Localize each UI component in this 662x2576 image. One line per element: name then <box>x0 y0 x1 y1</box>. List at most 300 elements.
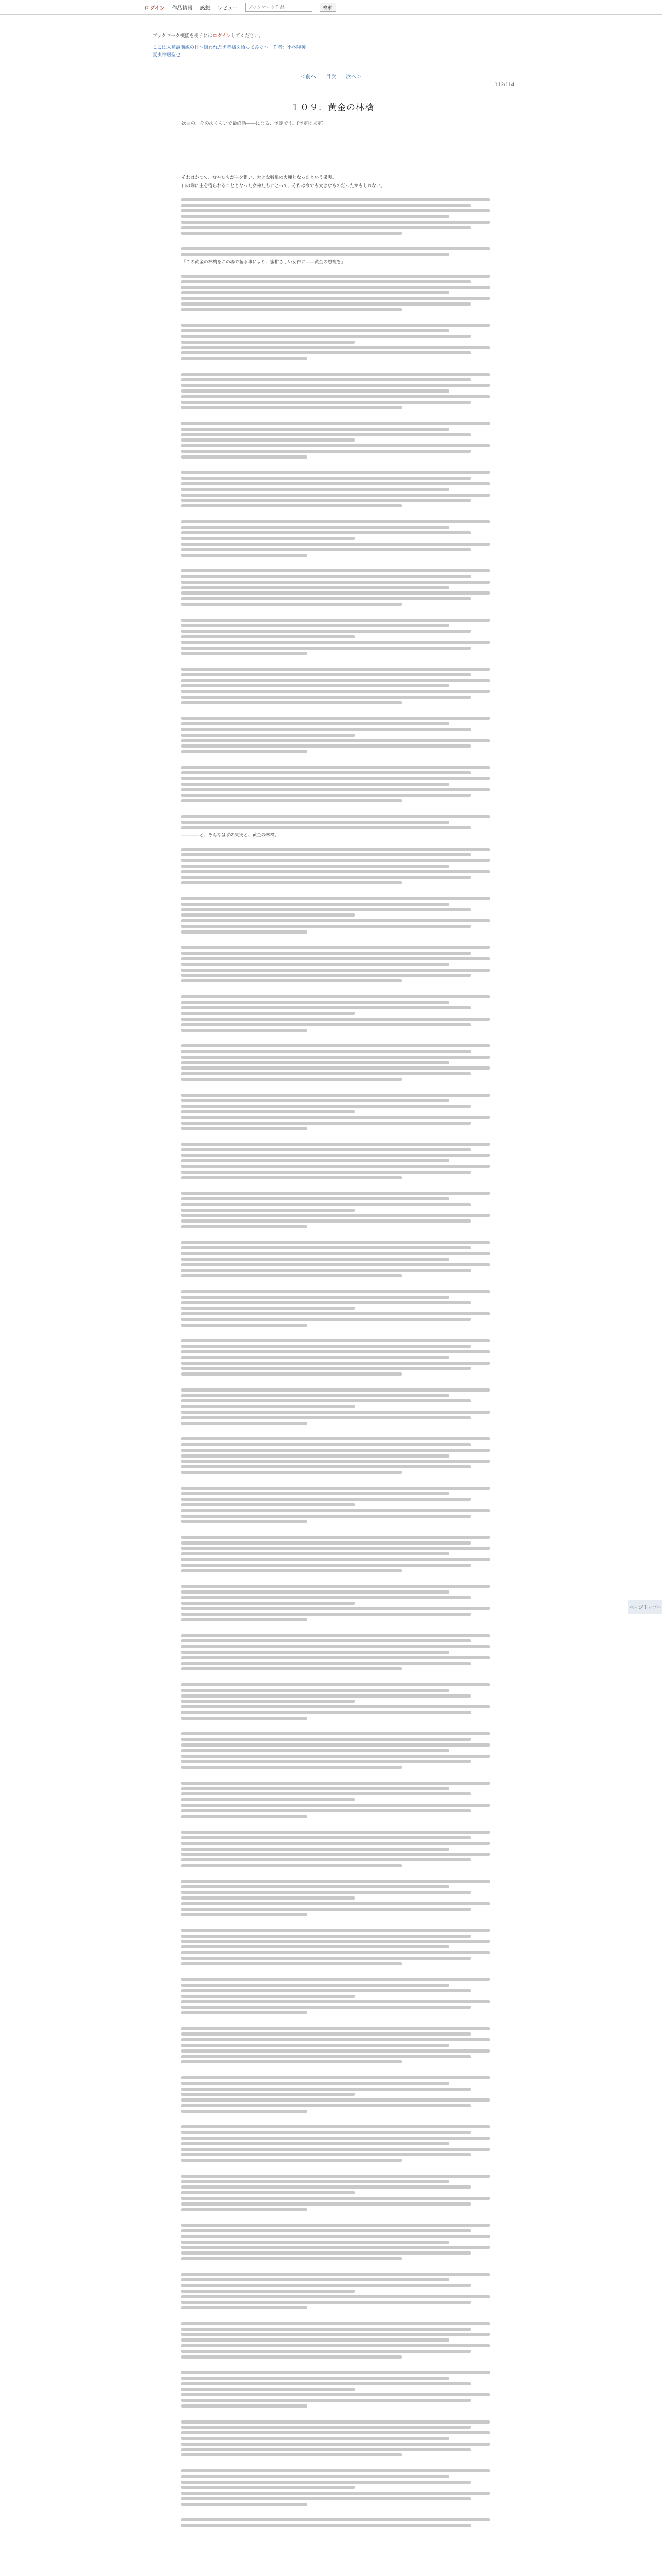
body-text-line <box>181 865 449 868</box>
body-text-line <box>181 1639 471 1642</box>
body-text-line <box>181 853 471 856</box>
page-top-button[interactable]: ページトップへ <box>628 1600 662 1614</box>
body-text-line <box>181 471 490 474</box>
body-text-line <box>181 329 449 332</box>
body-text-line <box>181 2032 471 2036</box>
body-text-line <box>181 1590 449 1594</box>
body-text-line <box>181 641 490 644</box>
body-text-line <box>181 1503 355 1506</box>
body-text-line <box>181 2290 355 2293</box>
body-text-line <box>181 2098 490 2102</box>
body-text-line <box>181 591 490 595</box>
body-text-line <box>181 1324 307 1327</box>
body-text-line <box>181 1362 490 1365</box>
body-text-line <box>181 1078 402 1081</box>
chapter-subtitle: 次回の、その次くらいで最終話――になる、予定です。(予定は未定) <box>181 121 324 126</box>
body-text-line <box>181 1962 402 1965</box>
body-text-line <box>181 499 471 502</box>
body-text-line <box>181 548 471 551</box>
body-text-line <box>181 2399 471 2402</box>
body-text-line <box>181 624 449 627</box>
body-text-line <box>181 1792 471 1795</box>
body-text-line <box>181 433 471 436</box>
bookmark-notice <box>153 32 263 39</box>
body-text-line <box>181 1618 307 1621</box>
body-text-line <box>181 2148 490 2151</box>
body-text-line <box>181 2159 402 2162</box>
body-text-line <box>181 766 490 769</box>
body-text-line <box>181 722 449 725</box>
body-text-line <box>181 1864 402 1867</box>
series-link[interactable]: ここは人類最前線の村～嫌われた勇者様を拾ってみた～ 作者：小林隆英 <box>153 45 306 50</box>
pager-top <box>0 72 662 80</box>
body-text-line <box>181 1246 471 1249</box>
body-text-line <box>181 1061 449 1064</box>
body-text-line <box>181 2355 402 2359</box>
body-text-line <box>181 2125 490 2128</box>
body-text-line <box>181 2006 471 2009</box>
body-text-line <box>181 1558 490 1561</box>
body-text-line <box>181 308 402 311</box>
body-text-line <box>181 1219 471 1223</box>
body-text-line <box>181 373 490 376</box>
body-text-line <box>181 777 490 780</box>
body-text-line <box>181 1274 402 1277</box>
body-text-line <box>181 422 490 425</box>
body-text-line <box>181 1787 449 1790</box>
body-text-line <box>181 815 490 818</box>
body-text-line <box>181 1798 355 1801</box>
body-text-line <box>181 1755 490 1758</box>
body-text-line <box>181 2000 490 2003</box>
body-text-line <box>181 247 490 250</box>
body-text-line <box>181 788 490 791</box>
body-text-line <box>181 1165 490 1168</box>
body-text-line <box>181 1099 449 1102</box>
body-text-line <box>181 2453 402 2456</box>
body-text-line <box>181 597 471 600</box>
body-text-line <box>181 2104 471 2107</box>
body-text-line <box>181 2338 449 2342</box>
body-text-line <box>181 701 402 704</box>
body-text-line <box>181 1094 490 1097</box>
body-text-line <box>181 2518 490 2521</box>
body-text-line <box>181 232 402 235</box>
body-text-line <box>181 2142 449 2145</box>
body-text-line <box>181 297 490 300</box>
body-text-line <box>181 531 471 534</box>
body-text-line <box>181 1066 490 1070</box>
body-text-line <box>181 2055 471 2058</box>
body-text-line <box>181 2197 490 2200</box>
body-text-line <box>181 979 402 982</box>
body-text-line <box>181 335 471 338</box>
body-text-line <box>181 2185 471 2189</box>
body-text-line <box>181 1394 449 1397</box>
body-text-line <box>181 1694 471 1698</box>
body-text-line <box>181 1935 471 1938</box>
body-text-line <box>181 1350 490 1353</box>
body-text-line <box>181 1296 449 1299</box>
body-text-line <box>181 957 490 960</box>
body-text-line <box>181 444 490 447</box>
body-text-line <box>181 1541 471 1545</box>
body-text-line <box>181 870 490 873</box>
body-text-line <box>181 1454 449 1458</box>
body-text-line <box>181 1018 490 1021</box>
body-text-line <box>181 1203 471 1206</box>
body-text-line <box>181 1853 490 1856</box>
search-button[interactable]: 検索 <box>320 3 336 12</box>
body-text-line <box>181 1711 471 1714</box>
body-text-line <box>181 619 490 622</box>
body-text-line <box>181 586 449 589</box>
body-text-line <box>181 794 471 797</box>
body-text-line <box>181 2241 449 2244</box>
body-text-line <box>181 734 355 737</box>
body-text-line <box>181 2322 490 2325</box>
body-text-line <box>181 1154 490 1157</box>
body-text-line <box>181 799 402 802</box>
body-text-line <box>181 2011 307 2014</box>
body-text-line <box>181 389 449 393</box>
body-text-line <box>181 974 471 977</box>
body-text-line <box>181 253 449 256</box>
body-text-line <box>181 1848 449 1851</box>
body-text-line <box>181 1951 490 1954</box>
body-text-line <box>181 635 355 638</box>
body-text-line <box>181 1984 449 1987</box>
body-text-line <box>181 1804 490 1807</box>
body-text-line <box>181 876 471 879</box>
body-text-line <box>181 2306 307 2309</box>
next-link[interactable]: 次へ＞ <box>346 74 362 80</box>
body-text-line <box>181 1399 471 1402</box>
body-text-line <box>181 1307 355 1310</box>
body-text-line <box>181 2235 490 2238</box>
body-text-line <box>181 1995 355 1998</box>
notice-suffix: してください。 <box>230 33 263 39</box>
body-text-line <box>181 1006 471 1009</box>
body-text-line <box>181 1225 307 1228</box>
body-text-line <box>181 728 471 731</box>
body-text-line <box>181 1171 471 1174</box>
body-text-line <box>181 1940 490 1943</box>
nav-link-review[interactable]: レビュー <box>217 5 238 11</box>
body-text-line <box>181 1072 471 1075</box>
body-text-line <box>181 286 490 289</box>
body-text-line <box>181 1209 355 1212</box>
body-text-line <box>181 1683 490 1686</box>
chapter-title: １０９．黄金の林檎 <box>291 103 374 113</box>
body-text-line <box>181 2278 449 2281</box>
body-text-line <box>181 925 471 928</box>
body-text-line <box>181 1197 449 1200</box>
body-text-line <box>181 2443 490 2446</box>
body-text-line <box>181 401 471 404</box>
body-text-line <box>181 1192 490 1195</box>
body-text-line <box>181 1498 471 1501</box>
body-text-line <box>181 1339 490 1342</box>
body-text-line <box>181 1607 490 1610</box>
body-text-line <box>181 520 490 523</box>
chapter-body <box>181 174 496 2530</box>
body-text-line <box>181 952 471 955</box>
body-text-line <box>181 1116 490 1119</box>
body-text-line <box>181 2224 490 2227</box>
body-text-line <box>181 351 471 354</box>
body-text-line <box>181 1110 355 1113</box>
body-text-line <box>181 1743 490 1747</box>
body-text-line <box>181 2475 449 2478</box>
body-text-line <box>181 1689 449 1692</box>
body-text-line <box>181 1547 490 1550</box>
body-text-line <box>181 744 471 748</box>
body-paragraph: ――――と、そんなはずの果実と、黄金の林檎。 <box>181 833 279 838</box>
body-text-line <box>181 2191 355 2194</box>
body-text-line <box>181 1367 471 1370</box>
body-text-line <box>181 1411 490 1414</box>
body-text-line <box>181 963 449 966</box>
body-text-line <box>181 1896 355 1900</box>
body-text-line <box>181 1388 490 1392</box>
body-text-line <box>181 477 471 480</box>
body-text-line <box>181 603 402 606</box>
body-text-line <box>181 2251 471 2255</box>
body-text-line <box>181 1552 449 1555</box>
body-text-line <box>181 1148 471 1151</box>
body-text-line <box>181 897 490 900</box>
body-text-line <box>181 903 449 906</box>
body-text-line <box>181 1258 449 1261</box>
body-text-line <box>181 1520 307 1523</box>
body-text-line <box>181 1487 490 1490</box>
body-text-line <box>181 1159 449 1162</box>
body-text-line <box>181 2049 490 2053</box>
body-text-line <box>181 2469 490 2472</box>
body-text-line <box>181 198 490 201</box>
body-text-line <box>181 913 355 917</box>
body-text-line <box>181 2076 490 2079</box>
body-text-line <box>181 1023 471 1026</box>
body-text-line <box>181 1001 449 1004</box>
body-text-line <box>181 1405 355 1408</box>
top-bar-inner <box>144 3 336 12</box>
body-text-line <box>181 1263 490 1266</box>
body-text-line <box>181 2350 471 2353</box>
body-text-block <box>181 275 496 829</box>
body-text-line <box>181 569 490 572</box>
body-text-line <box>181 2344 490 2347</box>
body-text-line <box>181 1760 471 1763</box>
body-text-line <box>181 2524 471 2527</box>
body-text-line <box>181 1214 490 1217</box>
body-text-line <box>181 1312 490 1315</box>
body-text-line <box>181 1127 307 1130</box>
body-text-line <box>181 848 490 851</box>
body-text-line <box>181 2393 490 2396</box>
body-text-line <box>181 1143 490 1146</box>
body-text-line <box>181 1301 471 1304</box>
body-text-line <box>181 717 490 720</box>
body-text-line <box>181 1437 490 1440</box>
body-text-line <box>181 2180 449 2183</box>
body-text-line <box>181 2175 490 2178</box>
body-text-line <box>181 2273 490 2276</box>
body-text-line <box>181 209 490 212</box>
body-text-block <box>181 198 496 256</box>
body-text-line <box>181 1252 490 1255</box>
body-text-line <box>181 1782 490 1785</box>
body-text-line <box>181 1662 471 1665</box>
body-text-line <box>181 324 490 327</box>
body-text-line <box>181 1815 307 1818</box>
body-text-line <box>181 2044 449 2047</box>
body-text-line <box>181 995 490 998</box>
body-text-line <box>181 2382 471 2385</box>
body-text-line <box>181 2131 471 2134</box>
body-text-line <box>181 291 449 294</box>
body-text-line <box>181 1989 471 1992</box>
nav-link-impressions[interactable]: 感想 <box>200 5 210 11</box>
body-text-line <box>181 2481 471 2484</box>
body-text-line <box>181 1536 490 1539</box>
body-text-line <box>181 821 449 824</box>
body-text-line <box>181 1766 402 1769</box>
body-text-line <box>181 881 402 884</box>
body-text-line <box>181 2431 490 2434</box>
body-text-line <box>181 2448 471 2451</box>
body-text-line <box>181 2420 490 2424</box>
body-text-line <box>181 554 307 557</box>
body-text-line <box>181 630 471 633</box>
body-text-line <box>181 2110 307 2113</box>
body-text-line <box>181 488 449 491</box>
body-text-line <box>181 1891 471 1894</box>
body-text-line <box>181 696 471 699</box>
body-text-line <box>181 543 490 546</box>
body-text-line <box>181 2284 471 2287</box>
author-link[interactable]: 夏虫神居聖也 <box>153 53 181 58</box>
body-text-line <box>181 1122 471 1125</box>
body-text-line <box>181 2371 490 2374</box>
body-paragraph: 口の端に主を宿られることとなった女神たちにとって、それは今でも大きなものだったかもしれない。 <box>181 183 385 189</box>
body-text-line <box>181 1012 355 1015</box>
search-input[interactable] <box>245 3 312 12</box>
body-text-line <box>181 378 471 381</box>
body-text-line <box>181 1732 490 1735</box>
body-text-line <box>181 2404 307 2408</box>
body-text-line <box>181 450 471 453</box>
body-text-line <box>181 215 449 218</box>
body-text-line <box>181 826 471 829</box>
body-text-line <box>181 1416 471 1419</box>
body-text-line <box>181 1585 490 1588</box>
body-text-line <box>181 2208 307 2211</box>
body-text-line <box>181 1465 471 1468</box>
body-text-line <box>181 1602 355 1605</box>
body-text-line <box>181 969 490 972</box>
body-text-line <box>181 2229 471 2232</box>
body-text-line <box>181 1509 490 1512</box>
body-text-line <box>181 341 355 344</box>
toc-link[interactable]: 目次 <box>326 74 336 80</box>
body-text-line <box>181 1492 449 1495</box>
body-text-block <box>181 848 496 2528</box>
body-text-line <box>181 1656 490 1659</box>
body-text-line <box>181 1290 490 1293</box>
body-text-line <box>181 575 471 578</box>
body-text-line <box>181 1443 471 1446</box>
body-text-line <box>181 2027 490 2030</box>
body-text-line <box>181 226 471 229</box>
body-text-line <box>181 346 490 349</box>
body-text-line <box>181 455 307 459</box>
body-text-line <box>181 2093 355 2096</box>
body-text-line <box>181 1105 471 1108</box>
body-text-line <box>181 1700 355 1703</box>
body-text-line <box>181 384 490 387</box>
body-text-line <box>181 504 402 507</box>
body-text-line <box>181 537 355 540</box>
body-text-line <box>181 750 307 753</box>
body-text-line <box>181 684 449 687</box>
body-text-line <box>181 647 471 650</box>
body-text-line <box>181 2082 449 2085</box>
body-text-line <box>181 1717 307 1720</box>
body-text-line <box>181 526 449 529</box>
body-text-line <box>181 2246 490 2249</box>
login-link[interactable]: ログイン <box>144 5 165 11</box>
body-text-line <box>181 428 449 431</box>
body-text-line <box>181 2060 402 2063</box>
body-paragraph: それはかつて、女神たちが主を狙い、大きな戦乱の火種となったという果実。 <box>181 175 337 180</box>
body-text-line <box>181 280 471 283</box>
body-text-line <box>181 1902 490 1905</box>
nav-link-info[interactable]: 作品情報 <box>172 5 193 11</box>
body-text-line <box>181 2088 471 2091</box>
body-text-line <box>181 1880 490 1883</box>
body-text-line <box>181 1929 490 1932</box>
body-text-line <box>181 2486 355 2489</box>
body-text-line <box>181 673 471 676</box>
notice-text: ブックマーク機能を使うには <box>153 33 213 39</box>
body-text-line <box>181 482 490 485</box>
body-text-line <box>181 2328 471 2331</box>
body-text-line <box>181 1908 471 1911</box>
body-text-line <box>181 1569 402 1572</box>
body-text-line <box>181 2437 449 2440</box>
body-text-line <box>181 1836 471 1839</box>
body-text-line <box>181 1634 490 1637</box>
body-text-line <box>181 275 490 278</box>
body-text-line <box>181 406 402 409</box>
body-text-line <box>181 204 471 207</box>
body-text-line <box>181 2137 490 2140</box>
body-text-line <box>181 679 490 682</box>
body-text-line <box>181 1044 490 1047</box>
body-text-line <box>181 581 490 584</box>
body-text-line <box>181 1050 471 1053</box>
body-text-line <box>181 1422 307 1425</box>
body-text-line <box>181 1858 471 1861</box>
body-text-line <box>181 1241 490 1244</box>
body-text-line <box>181 2492 490 2495</box>
body-text-line <box>181 1564 471 1567</box>
body-text-line <box>181 2377 449 2380</box>
prev-link[interactable]: ＜前へ <box>300 74 316 80</box>
notice-login-link[interactable]: ログイン <box>212 33 231 39</box>
